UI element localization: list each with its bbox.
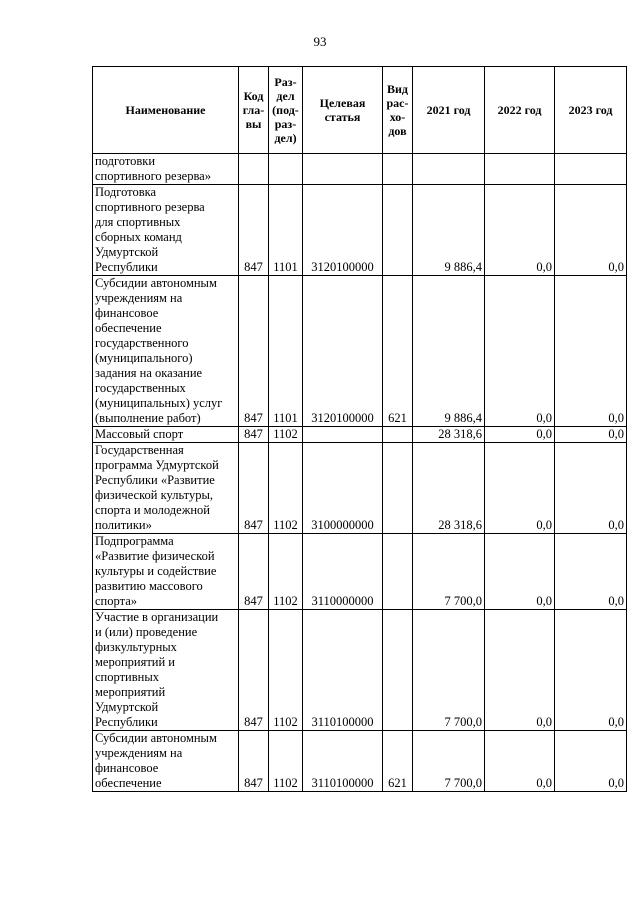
header-2022: 2022 год: [485, 67, 555, 154]
cell-y2021: 28 318,6: [413, 443, 485, 534]
header-glava: Код гла- вы: [239, 67, 269, 154]
page-number: 93: [313, 34, 327, 49]
cell-razdel: 1102: [269, 610, 303, 731]
cell-y2021: [413, 154, 485, 185]
cell-y2023: 0,0: [555, 427, 627, 443]
cell-statya: [303, 154, 383, 185]
cell-vid: [383, 185, 413, 276]
cell-glava: 847: [239, 443, 269, 534]
table-row: [93, 443, 627, 534]
header-2023: 2023 год: [555, 67, 627, 154]
cell-vid: [383, 443, 413, 534]
cell-vid: [383, 427, 413, 443]
table-row: [93, 534, 627, 610]
header-statya: Целевая статья: [303, 67, 383, 154]
cell-name: подготовки спортивного резерва»: [93, 154, 239, 185]
table-row: [93, 427, 627, 443]
cell-y2021: 28 318,6: [413, 427, 485, 443]
cell-y2022: 0,0: [485, 443, 555, 534]
cell-y2023: 0,0: [555, 443, 627, 534]
cell-razdel: 1101: [269, 185, 303, 276]
cell-y2023: [555, 154, 627, 185]
cell-y2021: 7 700,0: [413, 534, 485, 610]
cell-vid: [383, 610, 413, 731]
cell-y2022: 0,0: [485, 185, 555, 276]
cell-glava: 847: [239, 276, 269, 427]
cell-razdel: 1102: [269, 731, 303, 792]
table-row: [93, 154, 627, 185]
cell-glava: 847: [239, 534, 269, 610]
cell-statya: 3110100000: [303, 731, 383, 792]
cell-vid: 621: [383, 731, 413, 792]
cell-y2022: 0,0: [485, 731, 555, 792]
cell-y2021: 9 886,4: [413, 276, 485, 427]
cell-glava: 847: [239, 610, 269, 731]
cell-razdel: [269, 154, 303, 185]
budget-table: [92, 66, 627, 792]
cell-razdel: 1102: [269, 534, 303, 610]
cell-vid: [383, 534, 413, 610]
cell-statya: 3110100000: [303, 610, 383, 731]
cell-glava: 847: [239, 427, 269, 443]
table-row: [93, 610, 627, 731]
cell-vid: 621: [383, 276, 413, 427]
cell-y2023: 0,0: [555, 534, 627, 610]
cell-y2021: 7 700,0: [413, 610, 485, 731]
cell-statya: [303, 427, 383, 443]
cell-glava: 847: [239, 185, 269, 276]
cell-y2023: 0,0: [555, 731, 627, 792]
header-razdel: Раз- дел (под- раз- дел): [269, 67, 303, 154]
header-2021: 2021 год: [413, 67, 485, 154]
cell-y2022: 0,0: [485, 427, 555, 443]
cell-name: Субсидии автономным учреждениям на финансовое обеспечение государственного (муниципального) задания на оказание государственных (муниципальных) услуг (выполнение работ): [93, 276, 239, 427]
cell-y2021: 9 886,4: [413, 185, 485, 276]
cell-glava: [239, 154, 269, 185]
cell-name: Массовый спорт: [93, 427, 239, 443]
cell-name: Субсидии автономным учреждениям на финансовое обеспечение: [93, 731, 239, 792]
header-vid: Вид рас- хо- дов: [383, 67, 413, 154]
header-name: Наименование: [93, 67, 239, 154]
cell-vid: [383, 154, 413, 185]
cell-razdel: 1101: [269, 276, 303, 427]
cell-name: Подпрограмма «Развитие физической культуры и содействие развитию массового спорта»: [93, 534, 239, 610]
cell-statya: 3100000000: [303, 443, 383, 534]
table-row: [93, 731, 627, 792]
cell-y2022: 0,0: [485, 534, 555, 610]
cell-statya: 3120100000: [303, 185, 383, 276]
cell-y2023: 0,0: [555, 185, 627, 276]
table-header-row: [93, 67, 627, 154]
cell-razdel: 1102: [269, 443, 303, 534]
cell-y2023: 0,0: [555, 610, 627, 731]
table-row: [93, 185, 627, 276]
cell-name: Подготовка спортивного резерва для спортивных сборных команд Удмуртской Республики: [93, 185, 239, 276]
table-row: [93, 276, 627, 427]
cell-y2022: 0,0: [485, 610, 555, 731]
cell-y2023: 0,0: [555, 276, 627, 427]
cell-glava: 847: [239, 731, 269, 792]
cell-razdel: 1102: [269, 427, 303, 443]
cell-y2021: 7 700,0: [413, 731, 485, 792]
cell-name: Государственная программа Удмуртской Республики «Развитие физической культуры, спорта и молодежной политики»: [93, 443, 239, 534]
cell-statya: 3120100000: [303, 276, 383, 427]
cell-y2022: 0,0: [485, 276, 555, 427]
cell-statya: 3110000000: [303, 534, 383, 610]
cell-name: Участие в организации и (или) проведение физкультурных мероприятий и спортивных мероприятий Удмуртской Республики: [93, 610, 239, 731]
cell-y2022: [485, 154, 555, 185]
